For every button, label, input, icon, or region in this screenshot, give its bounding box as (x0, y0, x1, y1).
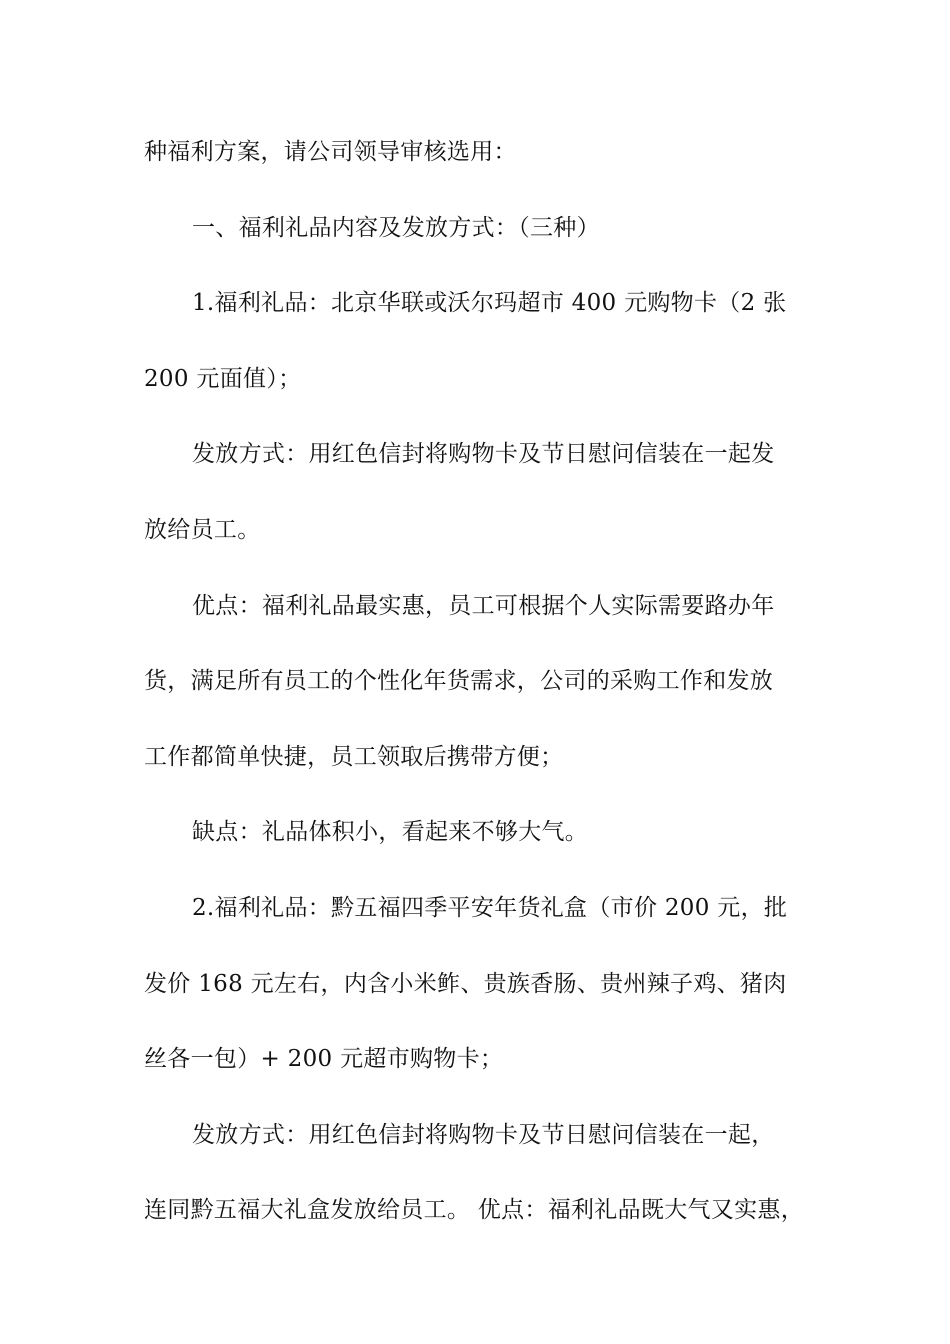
paragraph-line: 优点：福利礼品最实惠，员工可根据个人实际需要路办年 (192, 592, 775, 619)
paragraph-line: 2.福利礼品：黔五福四季平安年货礼盒（市价 200 元，批 (192, 894, 788, 921)
paragraph-line: 200 元面值）； (144, 365, 302, 392)
paragraph-line: 工作都简单快捷，员工领取后携带方便； (144, 743, 564, 770)
paragraph-line: 丝各一包）+ 200 元超市购物卡； (144, 1046, 504, 1073)
paragraph-line: 连同黔五福大礼盒发放给员工。 优点：福利礼品既大气又实惠， (144, 1197, 805, 1224)
paragraph-line: 一、福利礼品内容及发放方式：（三种） (192, 214, 600, 241)
paragraph-line: 种福利方案，请公司领导审核选用： (144, 139, 517, 165)
paragraph-line: 发放方式：用红色信封将购物卡及节日慰问信装在一起发 (192, 441, 775, 468)
paragraph-line: 缺点：礼品体积小，看起来不够大气。 (192, 819, 589, 846)
paragraph-line: 1.福利礼品：北京华联或沃尔玛超市 400 元购物卡（2 张 (192, 290, 787, 317)
document-body (144, 126, 824, 1260)
paragraph-line: 发放方式：用红色信封将购物卡及节日慰问信装在一起， (192, 1121, 775, 1148)
paragraph-line: 放给员工。 (144, 516, 261, 543)
paragraph-line: 发价 168 元左右，内含小米鲊、贵族香肠、贵州辣子鸡、猪肉 (144, 970, 787, 997)
paragraph-line: 货，满足所有员工的个性化年货需求，公司的采购工作和发放 (144, 668, 774, 695)
